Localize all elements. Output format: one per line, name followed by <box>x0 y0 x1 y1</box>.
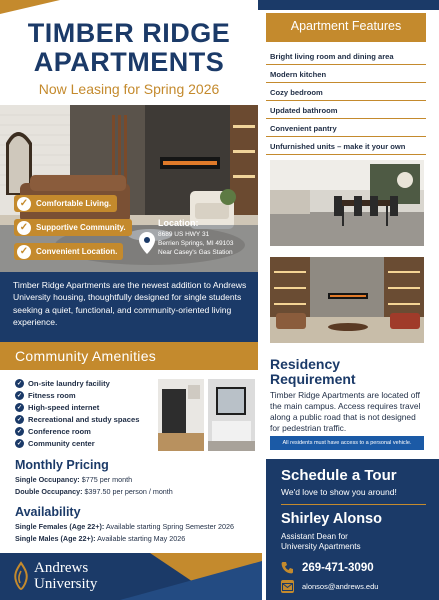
intro-text: Timber Ridge Apartments are the newest addition to Andrews University housing, thoughtfully designed for single students seeking a quiet, functional, and community-oriented living experience. <box>13 280 247 328</box>
check-icon: ✓ <box>16 429 23 435</box>
availability-males-label: Single Males (Age 22+): <box>15 534 96 543</box>
top-gold-corner <box>0 0 60 14</box>
email-icon <box>281 580 294 593</box>
top-navy-strip <box>258 0 439 10</box>
check-icon: ✓ <box>16 441 23 447</box>
amenities-title: Community Amenities <box>15 348 157 364</box>
residency-title-line2: Requirement <box>270 371 356 387</box>
amenity-item <box>15 391 76 400</box>
amenity-label: Fitness room <box>28 391 76 400</box>
page-title-line1: TIMBER RIDGE <box>27 18 231 48</box>
tour-subtitle: We'd love to show you around! <box>281 487 397 497</box>
location-address-line: 8689 US HWY 31 <box>158 231 210 238</box>
pricing-double <box>15 487 173 496</box>
check-icon: ✓ <box>16 381 23 387</box>
amenity-label: Recreational and study spaces <box>28 415 140 424</box>
pricing-single <box>15 475 132 484</box>
logo-text-line1: Andrews <box>34 560 89 576</box>
pricing-single-value: $775 per month <box>79 475 133 484</box>
amenity-item <box>15 403 99 412</box>
location-block <box>133 218 258 272</box>
contact-role-line2: University Apartments <box>281 542 361 551</box>
contact-phone[interactable]: 269-471-3090 <box>302 561 374 574</box>
tour-title: Schedule a Tour <box>281 467 397 484</box>
check-icon: ✓ <box>16 417 23 423</box>
amenity-label: On-site laundry facility <box>28 379 110 388</box>
pricing-title: Monthly Pricing <box>15 458 109 472</box>
map-pin-icon <box>139 232 155 259</box>
check-circle-icon: ✓ <box>17 245 31 259</box>
residency-text: Timber Ridge Apartments are located off the main campus. Access requires travel along a public road that is not designed for pedestrian traffic. <box>270 390 421 433</box>
check-icon: ✓ <box>16 393 23 399</box>
features-title: Apartment Features <box>290 19 402 33</box>
availability-males <box>15 534 185 543</box>
amenity-label: Community center <box>28 439 95 448</box>
contact-name: Shirley Alonso <box>281 511 382 527</box>
living-room-fireplace-photo <box>270 257 424 343</box>
phone-icon <box>281 561 294 574</box>
location-label: Location: <box>158 218 199 228</box>
badge-label: Convenient Location. <box>36 247 118 256</box>
feature-item: Modern kitchen <box>266 66 426 83</box>
check-circle-icon: ✓ <box>17 221 31 235</box>
bathroom-photo <box>208 379 255 451</box>
footer-band <box>0 553 262 600</box>
availability-title: Availability <box>15 505 81 519</box>
pricing-single-label: Single Occupancy: <box>15 475 80 484</box>
residency-vehicle-note: All residents must have access to a personal vehicle. <box>270 436 424 450</box>
check-icon: ✓ <box>16 405 23 411</box>
feature-item: Updated bathroom <box>266 102 426 119</box>
availability-females-label: Single Females (Age 22+): <box>15 522 105 531</box>
feature-item: Unfurnished units – make it your own <box>266 138 426 155</box>
page-subtitle: Now Leasing for Spring 2026 <box>38 81 220 97</box>
availability-females-value: Available starting Spring Semester 2026 <box>104 522 234 531</box>
contact-phone-row[interactable] <box>281 561 374 574</box>
amenity-label: Conference room <box>28 427 91 436</box>
contact-role-line1: Assistant Dean for <box>281 532 348 541</box>
badge-label: Supportive Community. <box>36 223 126 232</box>
logo-text-line2: University <box>34 576 98 592</box>
dining-area-photo <box>270 160 424 246</box>
location-city-line: Berrien Springs, MI 49103 <box>158 240 234 247</box>
feature-item: Convenient pantry <box>266 120 426 137</box>
location-landmark-line: Near Casey's Gas Station <box>158 249 233 256</box>
page-title-line2: APARTMENTS <box>33 47 225 77</box>
residency-title-line1: Residency <box>270 356 341 372</box>
pricing-double-value: $397.50 per person / month <box>82 487 173 496</box>
badge-comfortable-living <box>14 195 117 212</box>
laundry-room-photo <box>158 379 204 451</box>
tour-divider <box>281 504 426 505</box>
badge-supportive-community <box>14 219 132 236</box>
amenity-item <box>15 427 91 436</box>
badge-label: Comfortable Living. <box>36 199 112 208</box>
availability-females <box>15 522 234 531</box>
contact-email[interactable]: alonsos@andrews.edu <box>302 582 379 591</box>
amenity-item <box>15 379 110 388</box>
badge-convenient-location <box>14 243 123 260</box>
amenity-item <box>15 439 95 448</box>
contact-email-row[interactable] <box>281 580 378 593</box>
amenity-label: High-speed internet <box>28 403 100 412</box>
check-circle-icon: ✓ <box>17 197 31 211</box>
amenity-item <box>15 415 139 424</box>
availability-males-value: Available starting May 2026 <box>95 534 186 543</box>
university-flame-logo-icon <box>12 561 30 596</box>
feature-item: Bright living room and dining area <box>266 48 426 65</box>
pricing-double-label: Double Occupancy: <box>15 487 83 496</box>
feature-item: Cozy bedroom <box>266 84 426 101</box>
